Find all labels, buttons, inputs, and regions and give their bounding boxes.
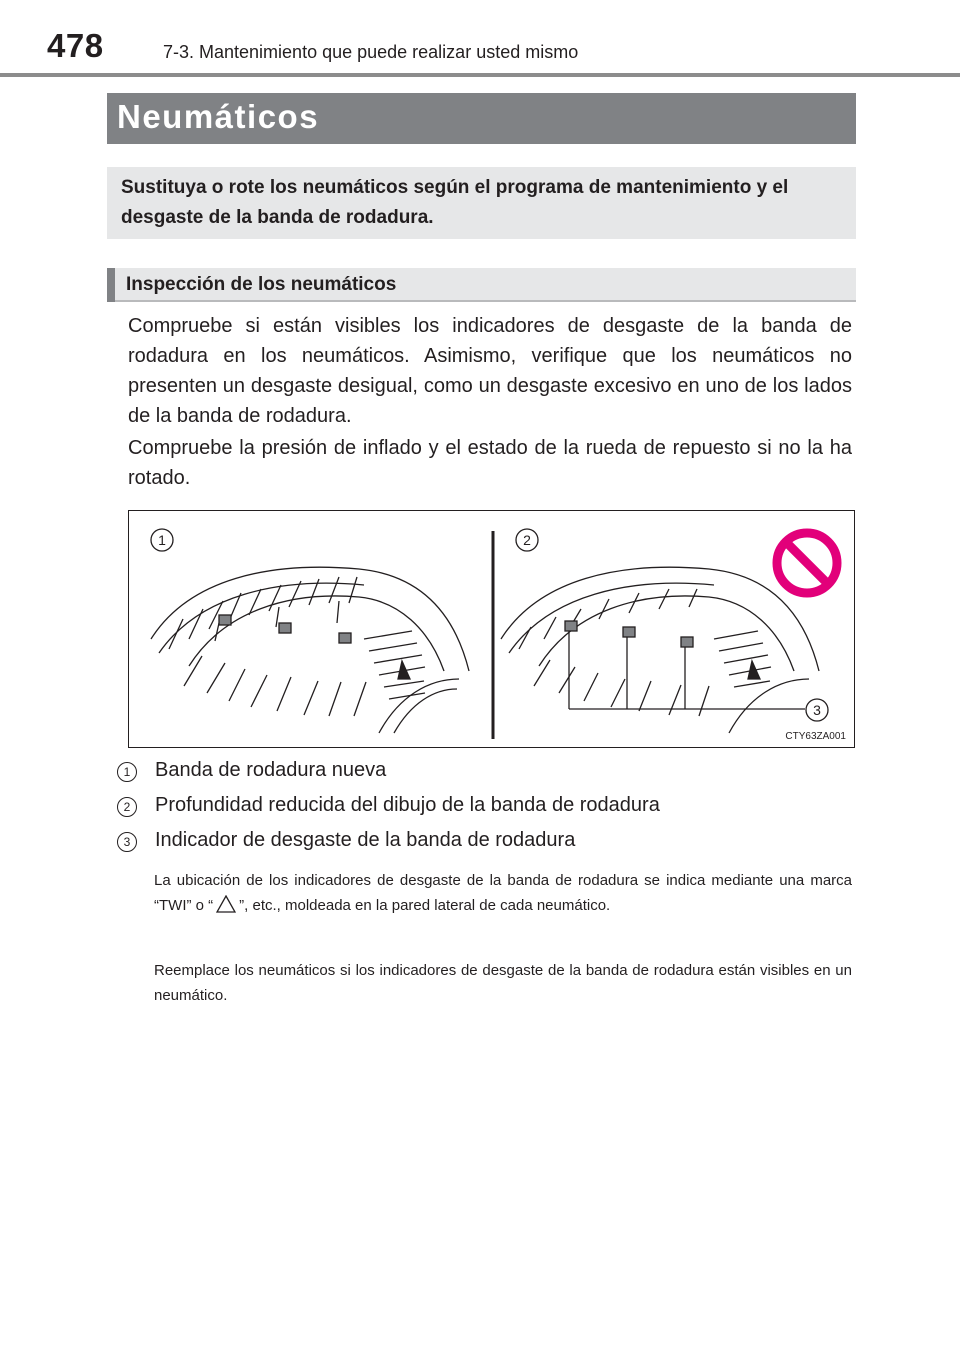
callout-2-label: 2 [523,532,531,548]
legend-number-1: 1 [117,762,137,782]
tire-diagram [129,511,856,749]
note-twi-text-end: ”, etc., moldeada en la pared lateral de cada neumático. [239,897,611,914]
page-title: Neumáticos [117,98,320,135]
callout-1-label: 1 [158,532,166,548]
legend-text-3: Indicador de desgaste de la banda de rodadura [155,829,576,851]
tire-illustration [128,510,855,748]
callout-3-label: 3 [813,702,821,718]
prohibited-icon [777,533,837,593]
header-divider [0,73,960,77]
running-head: 7-3. Mantenimiento que puede realizar usted mismo [163,42,579,62]
section-heading-box [107,268,856,302]
note-twi-text-start: La ubicación de los indicadores de desgaste de la banda de rodadura se indica mediante una marca “TWI” o “ [154,872,852,914]
section-heading: Inspección de los neumáticos [126,274,397,295]
paragraph-pressure: Compruebe la presión de inflado y el estado de la rueda de repuesto si no la ha rotado. [128,437,852,489]
legend-text-1: Banda de rodadura nueva [155,759,387,781]
figure-code: CTY63ZA001 [785,731,846,742]
note-twi-location [154,868,852,918]
legend-number-3: 3 [117,832,137,852]
legend-number-2: 2 [117,797,137,817]
legend-text-2: Profundidad reducida del dibujo de la banda de rodadura [155,794,660,816]
worn-tire-drawing [501,567,819,733]
section-heading-bar [107,268,115,302]
summary-text: Sustituya o rote los neumáticos según el programa de mantenimiento y el desgaste de la banda de rodadura. [121,177,789,228]
title-band [107,93,856,144]
page-header [0,0,960,80]
new-tire-drawing [151,567,469,733]
note-replace-tires: Reemplace los neumáticos si los indicadores de desgaste de la banda de rodadura están visibles en un neumático. [154,962,852,1004]
tread-wear-indicator-triangle-icon [216,895,236,913]
page-number: 478 [47,27,104,64]
summary-box [107,167,856,239]
paragraph-inspection: Compruebe si están visibles los indicadores de desgaste de la banda de rodadura en los neumáticos. Asimismo, verifique que los neumáticos no presenten un desgaste desigual, como un desgaste excesivo en uno de los lados de la banda de rodadura. [128,315,852,427]
